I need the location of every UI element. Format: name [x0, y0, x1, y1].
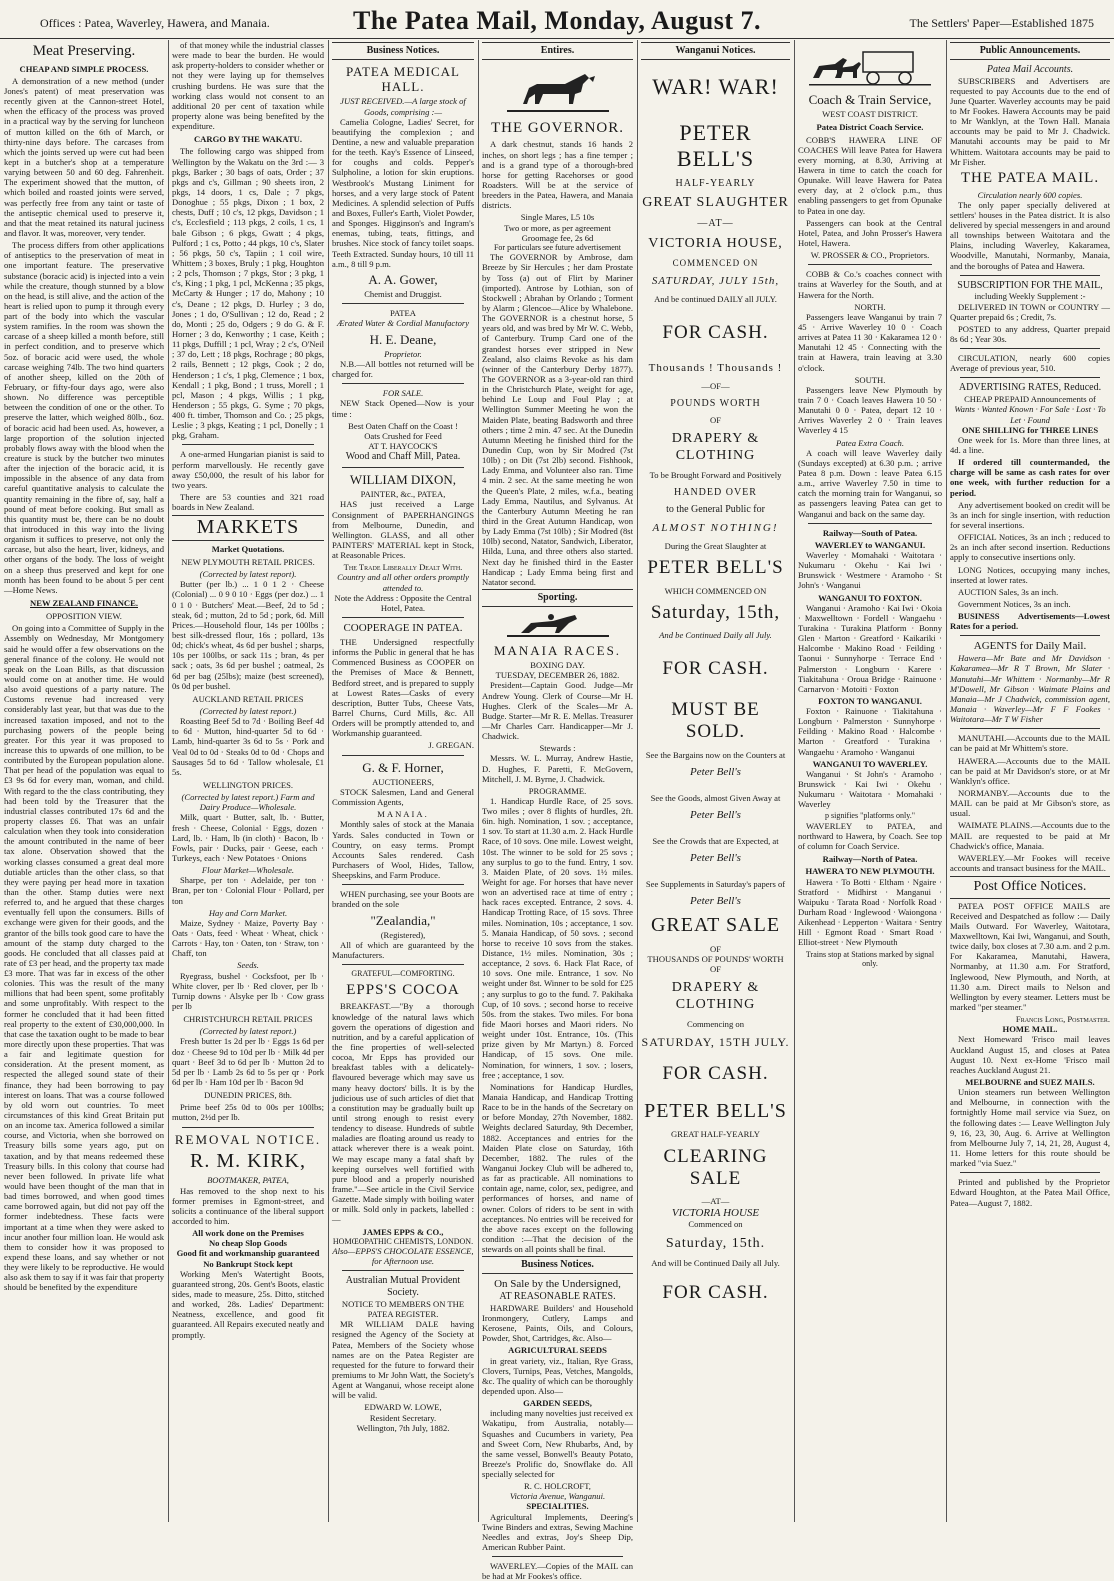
- ad-name: G. & F. Horner,: [362, 759, 444, 775]
- racehorse-icon: [503, 611, 613, 639]
- ad-title: ADVERTISING RATES, Reduced.: [958, 382, 1102, 394]
- ad-line: ALMOST NOTHING!: [652, 522, 779, 535]
- ad-text: DELIVERED IN TOWN or COUNTRY —Quarter prepaid 6s ; Credit, 7s.: [950, 301, 1110, 322]
- ad-line: TUESDAY, DECEMBER 26, 1882.: [495, 670, 620, 681]
- timetable-text: WAVERLEY to PATEA, and northward to Hawera, by Coach. See top of column for Coach Service.: [798, 820, 942, 852]
- ad-text: in great variety, viz., Italian, Rye Grass, Clovers, Turnips, Peas, Vetches, Mangolds, &c. The quality of which can be thoroughly depended upon. Also—: [482, 1355, 633, 1396]
- ad-line: Wood and Chaff Mill, Patea.: [345, 451, 461, 463]
- price-text: Fresh butter 1s 2d per lb · Eggs 1s 6d per doz · Cheese 9d to 10d per lb · Milk 4d per quart · Beef 3d to 6d per lb · Mutton 2d to 5d per lb · Lamb 2s 6d to 5s per qr · Pork 6d per lb · Ham 10d per lb · Bacon 9d: [172, 1036, 324, 1087]
- ad-subtitle: Circulation nearly 600 copies.: [977, 189, 1083, 200]
- ad-line: OF: [710, 415, 721, 426]
- price-subheading: (Corrected by latest report.): [199, 1026, 297, 1037]
- ad-text: Government Notices, 3s an inch.: [958, 598, 1071, 609]
- ad-text: NORMANBY.—Accounts due to the MAIL can be paid at Mr Gibson's store, as usual.: [950, 788, 1110, 819]
- ad-text: AUCTION Sales, 3s an inch.: [958, 586, 1059, 597]
- timetable-text: Waverley · Momahaki · Waitotara · Nukumaru · Okehu · Kai Iwi · Brunswick · Westmere · Aramoho · St John's · Wanganui: [798, 549, 942, 591]
- ad-text: HARDWARE Builders' and Household Ironmongery, Cutlery, Lamps and Kerosene, Paints, Oils, and Colours, Powder, Shot, Cartridges, &c. Also—: [482, 1302, 633, 1344]
- ad-line: PROGRAMME.: [528, 785, 587, 796]
- article-paragraph: On going into a Committee of Supply in the Assembly on Wednesday, Mr Montgomery said he would offer a few observations on the general finance of the colony. He would not speak on the Loan Bills, as that discussion would come on at another time. He would also avoid questions of a party nature. The Customs revenue had increased very considerably last year, but that was due to the increased taxation imposed, and not to the purchasing powers of the people being greater. For this year it was proposed to increase this to upwards of one million, to be contributed by the European population alone. That per head of the population was equal to £3 9s 6d for every man, woman, and child. With regard to the the class contributing, they had been told by the Treasurer that the industrial classes contributed 17s 6d and the property classes £6. That was an unfair calculation when they took into consideration the amount contributed in the name of beer tax alone. Observation showed that the working classes consumed a great deal more dutiable articles than the other class, so that they were paying per head more in taxation than the other. Stamp duties were next referred to, and he argued that these charges eventually fell upon the consumers. Bills of exchange were given for their goods, and the grantor of the bills took good care to have the amount of the stamp duty charged to the goods. He concluded that all classes paid at rate of £3 per head, and the property tax made £3 more. That was far in excess of the other colonies. This was the result of the many millions that had been spent, some profitably and some unprofitably. With respect to the former he concluded that it had been fitted real property to the extent of £30,000,000. In that case the taxation ought to be made to bear more directly upon these properties. That was a fair and legitimate question for consideration. At the present moment, as respected the alleged sound state of their finance, they had been borrowing to pay interest on loans. That was a course followed by old worn out countries. To meet circumstances of this kind Great Britain put on an income tax. America followed a similar course, and Victoria, when she borrowed on Treasury bills some years ago, put on taxation, and by that means redeemed these Treasury bills. In this colony that course had never been followed. In private life what would have been thought of the man that in bad times borrowed, and when good times came borrowed again, but did not pay off the former indebtedness. These facts were important at a time when they were asked to incur another four million loan. He would ask them to consider how it was proposed to expend these loans, and say whether or not they were likely to be reproductive. He would also ask them to say if it was fair that property should be benefited by the expenditure: [4, 623, 164, 1293]
- ad-text: Working Men's Watertight Boots, guaranteed strong, 20s. Gent's Boots, elastic sides, made to measure, 25s. Ditto, stitched and worked, 28s. Ladies' Department: Neatness, excellence, and good fit guaranteed. All Repairs executed neatly and promptly.: [172, 1268, 324, 1340]
- timetable-heading: WAVERLEY to WANGANUI.: [814, 539, 926, 550]
- ad-line: —AT—: [697, 217, 734, 229]
- ad-line: Thousands ! Thousands !: [648, 362, 783, 375]
- ad-line: Resident Secretary.: [369, 1412, 437, 1423]
- ad-line: OF: [710, 943, 721, 954]
- price-heading: CHRISTCHURCH RETAIL PRICES: [183, 1014, 313, 1025]
- article-subtitle: CHEAP AND SIMPLE PROCESS.: [19, 63, 149, 74]
- ad-text: BUSINESS Advertisements—Lowest Rates for a period.: [950, 611, 1110, 632]
- price-subheading: Hay and Corn Market.: [208, 907, 288, 918]
- ad-line: Two or more, as per agreement: [504, 222, 611, 233]
- section-header: Sporting.: [482, 589, 633, 607]
- ad-text: HAS just received a Large Consignment of PAPERHANGINGS from Melbourne, Dunedin, and Wellington. GLASS, and all other PAINTERS' MATERIAL kept in Stock, at Reasonable Prices.: [332, 499, 474, 561]
- ad-line: Oats Crushed for Feed: [364, 430, 442, 441]
- ad-text: Hawera—Mr Bate and Mr Davidson · Kakaramea—Mr R T Brown, Mr Slater · Manutahi—Mr Whittem · Normanby—Mr R M'Dowell, Mr Gibson · Waimate Plains and Manaia—Mr J Chadwick, commission agent, Manaia · Waverley—Mr F F Fookes · Waitotara—Mr T W Fisher: [950, 653, 1110, 725]
- ad-name: A. A. Gower,: [368, 271, 438, 287]
- price-heading: WELLINGTON PRICES.: [202, 780, 294, 791]
- ad-signature: EDWARD W. LOWE,: [364, 1402, 442, 1413]
- ad-text: The only paper specially delivered at settlers' houses in the Patea district. It is also delivered by special messengers in and around all townships between Waitotara and the Plains, including Waverley, Kakaramea, Woodville, Manutahi, Normanby, Manaia, and the boroughs of Patea and Hawera.: [950, 199, 1110, 271]
- ad-line: Peter Bell's: [690, 895, 741, 908]
- ad-line: Stewards :: [539, 743, 576, 754]
- price-subheading: Flour Market—Wholesale.: [201, 865, 295, 876]
- timetable-text: Foxton · Rainuone · Tiakitahuna · Longburn · Palmerston · Sunnyhorpe · Feilding · Makino Road · Halcombe · Marton · Greatford · Turakina · Wangaehu · Aramoho · Wanganui: [798, 706, 942, 757]
- ad-name: PETER BELL'S: [644, 1099, 787, 1122]
- ad-line: See Supplements in Saturday's papers of: [645, 878, 786, 889]
- ad-text: including many novelties just received ex Wakatipu, from Australia, notably— Squashes and Cucumbers in variety, Pea and Sweet Corn, New Rhubarbs, And, by the same vessel, Bonwell's Beauty Potato, Breeze's Prolific do, Snowflake do. All specially selected for: [482, 1408, 633, 1480]
- horse-icon: [503, 64, 613, 116]
- ad-line: Wants · Wanted Known · For Sale · Lost · To Let · Found: [954, 404, 1106, 425]
- ad-line: HOMŒOPATHIC CHEMISTS, LONDON.: [332, 1236, 474, 1246]
- ad-line: Victoria Avenue, Wanganui.: [509, 1491, 606, 1502]
- ad-line: For particulars see future advertisement: [493, 242, 622, 252]
- ad-name: THE GOVERNOR.: [491, 119, 624, 136]
- ad-text: Camelia Cologne, Ladies' Secret, for beautifying the complexion ; and Dentine, a new and valuable preparation for the teeth. Kay's Essence of Linseed, for coughs and colds. Pepper's Sulpholine, a lotion for skin eruptions. Westbrook's Mustang Liniment for horses, and a very large stock of Patent Medicines. A splendid selection of Puffs and Boxes, Fuller's Earth, Violet Powder, and Sponges. Higginson's and Ingram's enemas, tubing, teats, fittings, and brushes. Nice stock of fancy toilet soaps. Teeth Extracted. Sunday hours, 10 till 11 a.m., 8 till 9 p.m.: [332, 116, 474, 269]
- ad-subtitle: AUCTIONEERS,: [372, 776, 434, 787]
- ad-line: SATURDAY, JULY 15th,: [651, 274, 780, 287]
- ad-text: WAIMATE PLAINS.—Accounts due to the MAIL are requested to be paid at Mr Chadwick's office, Manaia.: [950, 820, 1110, 851]
- ad-line: No cheap Slop Goods: [208, 1238, 288, 1249]
- ad-text: COBB & Co.'s coaches connect with trains at Waverley for the South, and at Hawera for the North.: [798, 269, 942, 300]
- article-paragraph: The following cargo was shipped from Wellington by the Wakatu on the 3rd :— 3 pkgs, Barker ; 30 bags of oats, Order ; 37 pkgs and c's, Gillman ; 90 sheets iron, 2 pkgs, 14 doors, 1 cs, Dale ; 7 pkgs, Donoghue ; 55 pkgs, Dixon ; 1 box, 2 chests, Duff ; 10 c's, 12 pkgs, Davidson ; 1 c's, Ecclesfield ; 113 pkgs, 2 coils, 1 cs, 1 bale Gibson ; 6 pkgs, Gwatt ; 4 pkgs, Pulford ; 1 cs, Potto ; 44 pkgs, 10 c's, Slater ; 56 pkgs, 50 c's, Tapiin ; 1 coil wire, Whittem ; 3 boxes, Bruly ; 1 pkg, Houghton ; 2 pcls, Thomson ; 7 pkgs, Stor ; 3 pkg, 1 c's, King ; 1 pkg, 1 pcl, McKenna ; 35 pkgs, McCarty & Hunger ; 17 do, Mahony ; 10 c's, Deane ; 12 pkgs, D. Hurley ; 3 do, Jones ; 1 do, O'Sullivan ; 12 do, Read ; 2 do, Monti ; 25 do, Odgers ; 9 do G. & F. Horner ; 3 do, Kenworthy ; 1 case, Keith ; 11 pkgs, Duffill ; 1 pcl, Wray ; 2 c's, O'Neil ; 37 do, Lett ; 18 pkgs, Rochrage ; 80 pkgs, 2 rails, Bennett ; 12 pkgs, Cook ; 2 do, Henderson ; 1 c's, 1 pkg, Clemence ; 1 box, Kendall ; 1 pkg, Bond ; 1 truss, Morell ; 1 pcl, Mason ; 4 pkgs, Willis ; 1 pkg, Henderson ; 55 pkgs, G. Syme ; 70 pkgs, 400 ft. timber, Thomson and Co. ; 25 pkgs, Leslie ; 3 pkgs, Keating ; 1 pcl, Donelly ; 1 pkg, Graham.: [172, 146, 324, 441]
- ad-name: PETER BELL'S: [647, 557, 784, 579]
- price-heading: NEW PLYMOUTH RETAIL PRICES.: [181, 557, 315, 568]
- ad-line: JAMES EPPS & CO.,: [362, 1226, 444, 1237]
- ad-text: WAVERLEY.—Mr Fookes will receive accounts and transact business for the MAIL.: [950, 852, 1110, 873]
- ad-line: Peter Bell's: [690, 852, 741, 864]
- ad-line: Best Oaten Chaff on the Coast !: [348, 420, 458, 431]
- tagline: The Settlers' Paper—Established 1875: [909, 16, 1094, 30]
- timetable-heading: HAWERA TO NEW PLYMOUTH.: [805, 866, 935, 877]
- ad-line: See the Crowds that are Expected, at: [652, 835, 779, 846]
- ad-name: EPPS'S COCOA: [346, 981, 460, 998]
- ad-line: Commenced on: [688, 1219, 743, 1230]
- masthead: [0, 0, 1114, 39]
- ad-line: VICTORIA HOUSE,: [648, 235, 783, 251]
- timetable-text: Hawera · To Botti · Eltham · Ngaire · Stratford · Midhirst · Manganui · Waipuku · Tarata Road · Norfolk Road · Durham Road · Inglewood · Waiongona · Aikenhead · Lepperton · Waitara · Sentry Hill · Egmont Road · Smart Road · Elliot-street · New Plymouth: [798, 876, 942, 948]
- ad-line: BOXING DAY.: [530, 660, 585, 671]
- ad-line: COMMENCED ON: [672, 258, 759, 269]
- ad-text: A coach will leave Waverley daily (Sundays excepted) at 6.30 p.m. ; arrive Patea 8 p.m. Down : leave Patea 6.15 a.m., arrive Waverley 7.50 in time to catch the morning train for Wanganui, so as passengers leaving Patea can get to Wanganui and back on the same day.: [798, 447, 942, 519]
- article-paragraph: A demonstration of a new method (under Jones's patent) of meat preservation was recently given at the Cannon-street Hotel, when the efficacy of the process was proved in a practical way by the serving for luncheon of mutton killed on the 6th of March, or thirty-nine days before. The carcases from which the joints served up were cut had been kept in a butcher's shop at a temperature varying between 50 and 60 deg. Fahrenheit. The experiment showed that the mutton, of which boiled and roasted joints were served, was perfectly free from any taint or taste of the antiseptic chemical used to preserve it, and that the meat retained its natural juciness and flavor. It was, moreover, very tender.: [4, 75, 164, 238]
- price-text: Ryegrass, bushel · Cocksfoot, per lb · White clover, per lb · Red clover, per lb · Turnip downs · Alsyke per lb · Cow grass per lb: [172, 970, 324, 1011]
- ad-line: SPECIALITIES.: [526, 1501, 589, 1512]
- ad-line: PATEA: [390, 308, 416, 319]
- timetable-heading: NORTH.: [854, 301, 886, 312]
- ad-name: R. M. KIRK,: [189, 1149, 306, 1172]
- ad-line: Wellington, 7th July, 1882.: [356, 1422, 450, 1433]
- article-title: CARGO BY THE WAKATU.: [193, 134, 303, 145]
- section-header: Public Announcements.: [950, 42, 1110, 60]
- ad-title: FOR SALE.: [382, 388, 424, 399]
- timetable-title: Railway—South of Patea.: [822, 527, 918, 538]
- ad-line: MANAIA.: [377, 809, 429, 820]
- ad-text: All of which are guaranteed by the Manufacturers.: [332, 940, 474, 961]
- ad-text: President—Captain Good. Judge—Mr Andrew Young. Clerk of Course—Mr H. Hughes. Clerk of the Scales—Mr A. Budge. Starter—Mr R. E. Mellas. Treasurer—Mr Charles Carr. Handicapper—Mr J. Chadwick.: [482, 680, 633, 742]
- ad-banner: FOR CASH.: [662, 658, 769, 680]
- ad-signature: J. GREGAN.: [428, 740, 474, 751]
- timetable-heading: WANGANUI TO WAVERLEY.: [812, 758, 928, 769]
- ad-text: THE Undersigned respectfully informs the Public in general that he has Commenced Business as COOPER on the Premises of Mace & Bennett, Bedford street, and is prepared to supply at Lowest Rates—Casks of every description, Butter Tubs, Cheese Vats, Barrel Churns, Curd Mills, &c. All Orders will be promptly attended to, and Workmanship guaranteed.: [332, 636, 474, 739]
- ad-text: POSTED to any address, Quarter prepaid 8s 6d ; Year 30s.: [950, 323, 1110, 345]
- ad-line: ONE SHILLING for THREE LINES: [961, 424, 1099, 435]
- section-subtitle: Market Quotations.: [211, 543, 285, 554]
- ad-banner: FOR CASH.: [662, 1282, 769, 1304]
- ad-subtitle: NOTICE TO MEMBERS ON THE PATEA REGISTER.: [341, 1298, 465, 1320]
- ad-line: to the General Public for: [666, 504, 765, 516]
- ad-line: including Weekly Supplement :-: [974, 291, 1086, 302]
- ad-line: —OF—: [701, 381, 730, 392]
- ad-line: Country and all other orders promptly attended to.: [337, 572, 469, 593]
- ad-name: WILLIAM DIXON,: [349, 471, 457, 487]
- column-2: [168, 40, 328, 1522]
- ad-line: On Sale by the Undersigned,: [494, 1278, 621, 1291]
- ad-line: See the Goods, almost Given Away at: [650, 792, 781, 803]
- ad-text: COBB'S HAWERA LINE OF COACHES Will leave Patea for Hawera every morning, at 8.30, Arriving at Hawera in time to catch the coach for Opunake. Will leave Hawera for Patea every day, at 2 o'clock p.m., thus enabling passengers to get from Opunake to Patea in one day.: [798, 134, 942, 216]
- ad-text: Passengers can book at the Central Hotel, Patea, and John Prosser's Hawera Hotel, Hawera.: [798, 217, 942, 249]
- ad-line: OF: [710, 963, 721, 974]
- ad-banner: FOR CASH.: [662, 322, 769, 343]
- ad-line: And be Continued Daily all July.: [659, 630, 772, 641]
- section-header: Entires.: [482, 42, 633, 60]
- ad-text: WAVERLEY.—Copies of the MAIL can be had at Mr Fookes's office.: [482, 1561, 633, 1581]
- timetable-heading: WANGANUI TO FOXTON.: [818, 592, 922, 603]
- ad-name: PETER BELL'S: [676, 119, 755, 171]
- article-subtitle: OPPOSITION VIEW.: [46, 611, 122, 622]
- ad-subtitle: PAINTER, &c., PATEA,: [360, 489, 446, 500]
- ad-line: Groomage fee, 2s 6d: [521, 232, 594, 243]
- ad-title: PATEA MEDICAL HALL.: [345, 63, 460, 95]
- ad-text: SUBSCRIBERS and Advertisers are requested to pay Accounts due to the end of June Quarter. Waverley accounts may be paid to Mr Fookes. Hawera Accounts may be paid to Mr Wanklyn, at the Town Hall. Manaia accounts may be paid to Mr J. Chadwick. Manutahi accounts may be paid to Mr Whittem. Waitotara accounts may be paid to Mr Fisher.: [950, 75, 1110, 167]
- ad-text: OFFICIAL Notices, 3s an inch ; reduced to 2s an inch after second insertion. Reductions apply to consecutive insertions only.: [950, 532, 1110, 563]
- price-subheading: Seeds.: [237, 960, 259, 971]
- ad-signature: R. C. HOLCROFT,: [524, 1481, 591, 1492]
- ad-title: MANAIA RACES.: [493, 642, 622, 658]
- section-header: Business Notices.: [332, 42, 474, 60]
- ad-line: Single Mares, L5 10s: [520, 212, 595, 223]
- timetable-text: Passengers leave Wanganui by train 7 45 · Arrive Waverley 10 0 · Coach arrives at Patea 11 30 · Kakaramea 12 0 · Manutahi 12 45 · Connecting with the train at Hawera, train leaving at 3.30 o'clock.: [798, 311, 942, 373]
- ad-text: CIRCULATION, nearly 600 copies Average of previous year, 510.: [950, 353, 1110, 374]
- column-7: [946, 40, 1114, 1522]
- ad-name: "Zealandia,": [370, 912, 436, 928]
- ad-line: All work done on the Premises: [192, 1228, 304, 1239]
- ad-text: PATEA POST OFFICE MAILS are Received and Despatched as follow :— Daily Mails Outward. For Waverley, Waitotara, Maxwelltown, Kai Iwi, Wanganui, and South, twice daily, box closes at 7.30 a.m. and 2 p.m. For Kakaramea, Manutahi, Hawera, Normanby, at 11.30 a.m. For Stratford, Inglewood, New Plymouth, and North, at 11.30 a.m. Direct mails to Nelson and Wellington by every steamer. Letters must be marked "per steamer.": [950, 900, 1110, 1013]
- ad-line: CLEARING SALE: [663, 1145, 768, 1189]
- column-5: [637, 40, 794, 1522]
- ad-title: AGENTS for Daily Mail.: [973, 640, 1087, 653]
- ad-line: To be Brought Forward and Positively: [649, 470, 782, 481]
- ad-line: Ærated Water & Cordial Manufactory: [336, 318, 470, 329]
- coach-icon: [805, 44, 935, 88]
- price-text: Prime beef 25s 0d to 00s per 100lbs; mutton, 2½d per lb.: [172, 1102, 324, 1123]
- ad-line: GRATEFUL—COMFORTING.: [351, 969, 455, 979]
- ad-text: MR WILLIAM DALE having resigned the Agency of the Society at Patea, Members of the Society whose names are on the Patea Register are requested for the future to forward their premiums to Mr John Watt, the Society's Agent at Wanganui, whose receipt alone will be valid.: [332, 1319, 474, 1401]
- ad-line: HALF-YEARLY: [675, 177, 756, 189]
- ad-line: The Trade Liberally Dealt With.: [343, 562, 463, 573]
- ad-text: MANUTAHI.—Accounts due to the MAIL can be paid at Mr Whittem's store.: [950, 733, 1110, 754]
- ad-text: Monthly sales of stock at the Manaia Yards. Sales conducted in Town or Country, on easy terms. Prompt Accounts Sales rendered. Cash Purchasers of Wool, Hides, Tallow, Sheepskins, and Farm Produce.: [332, 819, 474, 881]
- timetable-text: Wanganui · Aramoho · Kai Iwi · Okoia · Maxwelltown · Fordell · Wangaehu · Turakina · Turakina Platform · Bonny Glen · Marton · Greatford · Kaikariki · Halcombe · Makino Road · Feilding · Taonui · Sunnyhorpe · Terrace End · Palmerston · Longburn · Karere · Tiakitahuna · Oroua Bridge · Rainuone · Carnarvon · Motoiti · Foxton: [798, 602, 942, 694]
- price-text: Sharpe, per ton · Adelaide, per ton · Bran, per ton · Colonial Flour · Pollard, per ton: [172, 875, 324, 906]
- ad-line: During the Great Slaughter at: [664, 541, 767, 552]
- timetable-text: Wanganui · St John's · Aramoho · Brunswick · Kai Iwi · Okehu · Nukumaru · Waitotara · Momahaki · Waverley: [798, 768, 942, 810]
- ad-text: Agricultural Implements, Deering's Twine Binders and extras, Sewing Machine Needles and extras, Joy's Sheep Dip, American Rubber Paint.: [482, 1511, 633, 1553]
- ad-line: AT T. HAYCOCK'S: [368, 441, 438, 452]
- ad-line: Note the Address : Opposite the Central Hotel, Patea.: [334, 592, 472, 613]
- ad-line: WHICH COMMENCED ON: [664, 585, 767, 596]
- ad-title: Coach & Train Service,: [808, 92, 932, 107]
- article-paragraph: A one-armed Hungarian pianist is said to perform marvellously. He recently gave away £50,000, the result of his labor for two years.: [172, 449, 324, 490]
- ad-line: And will be Continued Daily all July.: [651, 1258, 780, 1269]
- ad-line: POUNDS WORTH: [670, 397, 761, 409]
- price-heading: AUCKLAND RETAIL PRICES: [192, 693, 304, 704]
- timetable-heading: SOUTH.: [854, 374, 886, 385]
- ad-signature: Francis Long, Postmaster.: [1015, 1014, 1110, 1025]
- ad-subtitle: (Registered),: [380, 929, 426, 940]
- column-4: [478, 40, 637, 1581]
- ad-line: And be continued DAILY all JULY.: [654, 293, 777, 304]
- ad-line: Peter Bell's: [690, 765, 741, 778]
- ad-title: COOPERAGE IN PATEA.: [343, 622, 463, 634]
- section-header: Wanganui Notices.: [641, 42, 790, 60]
- ad-line: GREAT SLAUGHTER: [642, 195, 789, 211]
- price-text: Butter (per lb.) ... 1 0 1 2 · Cheese (Colonial) ... 0 9 0 10 · Eggs (per doz.) ... 1 0 1 0 · Butchers' Meat.—Beef, 2d to 5d ; steak, 6d ; mutton, 2d to 5d ; pork, 6d. Mill Prices.—Household flour, 14s per 100lbs ; best silk-dressed flour, 16s ; pollard, 13s 0d; chick's wheat, 4s 6d per bushel ; sharps, 10s per 100lbs, or sack 11s ; bran, 4s per sack ; oats, 3s 6d per bushel ; oatmeal, 2s 6d per bag (25lbs); maize (best screened), 0s 0d per bushel.: [172, 579, 324, 691]
- ad-text: A dark chestnut, stands 16 hands 2 inches, on short legs ; has a fine temper ; and is a grand type of a thorough-bred horse for getting Racehorses or good Roadsters. Will be at the service of breeders in the Patea, Hawera, and Manaia districts.: [482, 139, 633, 211]
- ad-text: Messrs. W. L. Murray, Andrew Hastie, D. Hughes, F. Paretti, F. McGovern, Mitchell, J. M. Byrne, J. Chadwick.: [482, 753, 633, 784]
- ad-line: HANDED OVER: [674, 486, 757, 498]
- ad-text: STOCK Salesmen, Land and General Commission Agents,: [332, 786, 474, 808]
- ad-text: Union steamers run between Wellington and Melbourne, in connection with the fortnightly Home mail service via Suez, on the following dates :— Leave Wellington July 9, 16, 23, 30, Aug. 6. Arrive at Wellington from Melbourne July 7, 14, 21, 28, August 4, 11. Home letters for this route should be marked "via Suez.": [950, 1087, 1110, 1169]
- ad-name: THE PATEA MAIL.: [960, 169, 1100, 186]
- ad-text: Next Homeward 'Frisco mail leaves Auckland August 15, and closes at Patea August 10. Next ex-Home 'Frisco mail reaches Auckland August 21.: [950, 1034, 1110, 1075]
- ad-subtitle: WEST COAST DISTRICT.: [822, 109, 918, 120]
- ad-line: Peter Bell's: [690, 808, 741, 821]
- ad-text: Has removed to the shop next to his former premises in Egmont-street, and solicits a continuance of the liberal support accorded to him.: [172, 1185, 324, 1226]
- ad-text: LONG Notices, occupying many inches, inserted at lower rates.: [950, 564, 1110, 585]
- column-3: [328, 40, 478, 1522]
- article-paragraph: The process differs from other applications of antiseptics to the preservation of meat in one important feature. The preservative substance (boracic acid) is injected into a vein while the creature, though stunned by a blow on the head, is still alive, and the action of the heart is relied upon to pump it through every part of the body into which the vascular system ramifies. In the room was shown the carcase of a sheep killed a month before, still in perfect condition, and to preserve which 5oz. of boracic acid were used, the whole carcase weighing 74lb. The two hind quarters of another sheep, killed on the 20th of February, or fifty-four days ago, were also shown. No difference was perceptible between the condition of one or the other. To preserve the latter, which weighed 80lb., 6oz. of boracic acid had been used. As, however, a large proportion of the solution injected probably flows away with the blood when the creature is stuck by the butcher two minutes after the injection of the boracic acid, it is impossible in the absence of any data from careful quantitative analysis to calculate the quantity remaining in the fibre of, say, half a pound of meat before cooking. But small as this quantity must be, there can be no doubt that introduced in this way into the living organism it suffices to preserve, not only the carcase, but also the heart, liver, kidneys, and other organs of the body. The loss of weight on a sheep thus preserved and kept for one month has been found to be about 5 per cent—Home News.: [4, 240, 164, 595]
- ad-title: Australian Mutual Provident Society.: [345, 1275, 461, 1299]
- offices-line: Offices : Patea, Waverley, Hawera, and Manaia.: [40, 16, 270, 30]
- price-subheading: (Corrected by latest report.) Farm and Dairy Produce—Wholesale.: [181, 792, 315, 813]
- ad-text: WHEN purchasing, see your Boots are branded on the sole: [332, 889, 474, 910]
- price-heading: DUNEDIN PRICES, 8th.: [204, 1090, 292, 1101]
- ad-title: REMOVAL NOTICE.: [174, 1131, 322, 1147]
- article-paragraph: of that money while the industrial classes were made to bear the burden. He would ask property-holders to consider whether or not they were laying up for themselves crushing burdens. He was sure that the working class would not consent to an additional 20 per cent of taxation while property alone was being benefited by the expenditure.: [172, 40, 324, 132]
- ad-line: No Bankrupt Stock kept: [203, 1258, 293, 1269]
- column-6: [794, 40, 946, 1522]
- ad-text: Any advertisement booked on credit will be 3s an inch for single insertion, with reduction for several insertions.: [950, 499, 1110, 530]
- ad-line: VICTORIA HOUSE: [671, 1206, 760, 1219]
- column-1: [0, 40, 168, 1522]
- ad-line: Commencing on: [686, 1019, 745, 1030]
- timetable-heading: Patea Extra Coach.: [835, 437, 905, 448]
- ad-signature: W. PROSSER & CO., Proprietors.: [810, 250, 930, 261]
- ad-line: DRAPERY & CLOTHING: [671, 431, 760, 463]
- article-paragraph: There are 53 counties and 321 road boards in New Zealand.: [172, 492, 324, 513]
- ad-text: Nominations for Handicap Hurdles, Manaia Handicap, and Handicap Trotting Race to be in the hands of the Secretary on or before Monday, 27th November, 1882. Weights declared Saturday, 9th December, 1882. Acceptances and entries for the Maiden Plate close on Saturday, 16th December, 1882. The rules of the Wanganui Jockey Club will be adhered to, as far as practicable. All nominations to contain age, name, color, sex, pedigree, and performances of horses, and name of owner. Colors of riders to be sent in with acceptances. No entries will be received for the above races except on the following condition :—That the decision of the stewards on all points shall be final.: [482, 1081, 633, 1255]
- ad-line: CHEAP PREPAID Announcements of: [964, 394, 1096, 405]
- ad-subtitle: BOOTMAKER, PATEA,: [207, 1175, 289, 1186]
- article-title: NEW ZEALAND FINANCE.: [30, 598, 138, 608]
- ad-banner: FOR CASH.: [662, 1063, 769, 1085]
- timetable-title: Railway—North of Patea.: [822, 854, 918, 865]
- ad-banner: MUST BE SOLD.: [671, 698, 760, 743]
- timetable-text: Passengers leave New Plymouth by train 7 0 · Coach leaves Hawera 10 50 · Manutahi 0 0 · Patea, depart 12 10 · Arrives Waverley 2 0 · Train leaves Waverley 4 15: [798, 384, 942, 436]
- ad-title: SUBSCRIPTION FOR THE MAIL,: [957, 279, 1103, 291]
- ad-text: NEW Stack Opened—Now is your time :: [332, 398, 474, 419]
- imprint: Printed and published by the Proprietor Edward Houghton, at the Patea Mail Office, Patea—August 7, 1882.: [950, 1177, 1110, 1208]
- section-title: MARKETS: [172, 515, 324, 541]
- timetable-heading: FOXTON TO WANGANUI.: [818, 695, 922, 706]
- price-text: Roasting Beef 5d to 7d · Boiling Beef 4d to 6d · Mutton, hind-quarter 5d to 6d · Lamb, hind-quarter 3s 6d to 5s · Pork and Veal 0d to 0d · Steaks 0d to 0d · Chops and Sausages 5d to 6d · Tallow wholesale, £1 5s.: [172, 716, 324, 777]
- newspaper-title: The Patea Mail, Monday, August 7.: [353, 6, 761, 35]
- ad-text: N.B.—All bottles not returned will be charged for.: [332, 359, 474, 380]
- ad-banner: GREAT SALE: [650, 914, 781, 937]
- ad-line: AT REASONABLE RATES.: [499, 1291, 616, 1303]
- ad-line: —AT—: [701, 1196, 730, 1207]
- ad-text: If ordered till countermanded, the charge will be same as cash rates for over one week, with further reduction for a period.: [950, 457, 1110, 498]
- timetable-note: Trains stop at Stations marked by signal only.: [805, 949, 935, 969]
- ad-text: 1. Handicap Hurdle Race, of 25 sovs. Two miles ; over 8 flights of hurdles, 2ft. 6in. high. Nomination, 1 sov. ; acceptance, 1 sov. To start at 11.30 a.m. 2. Hack Hurdle Race, of 10 sovs. One mile. Lowest weight, 10st. The winner to be sold for 25 sovs ; any surplus to go to the fund. Entry, 1 sov. 3. Maiden Plate, of 20 sovs. 1½ miles. Weight for age. For horses that have never won an advertised race at time of entry ; hack races excepted. Entrance, 2 sovs. 4. Handicap Trotting Race, of 15 sovs. Three miles. Nomination, 10s ; acceptance, 1 sov. 5. Manaia Handicap, of 50 sovs. ; second horse to receive 10 sovs from the stakes. Distance, 1½ miles. Nomination, 30s ; acceptance, 2 sovs. 6. Hack Flat Race, of 10 sovs. One mile. Entrance, 1 sov. No weight under 8st. Winner to be sold for £25 ; any surplus to go to the fund. 7. Pakihaka Cup, of 10 sovs. ; second horse to receive 50s. from the stakes. Two miles. For bona fide Maori horses and Maori riders. No weight under 10st. Entrance, 10s. (This prize given by Mr Martyn.) 8. Forced Handicap, of 15 sovs. One mile. Nomination, for winners, 1 sov. ; losers, free ; acceptance, 1 sov.: [482, 795, 633, 1080]
- price-text: Maize, Sydney · Maize, Poverty Bay · Oats · Oats, feed · Wheat · Wheat, chick · Carrots · Hay, ton · Oaten, ton · Straw, ton · Chaff, ton: [172, 917, 324, 959]
- article-title: Meat Preserving.: [32, 43, 136, 59]
- ad-title: Patea District Coach Service.: [816, 122, 924, 133]
- ad-title: Patea Mail Accounts.: [986, 63, 1074, 75]
- ad-line: THOUSANDS OF POUNDS' WORTH: [647, 953, 784, 964]
- ad-text: BREAKFAST.—"By a thorough knowledge of the natural laws which govern the operations of digestion and nutrition, and by a careful application of the fine properties of well-selected cocoa, Mr Epps has provided our breakfast tables with a delicately-flavoured beverage which may save us many heavy doctors' bills. It is by the judicious use of such articles of diet that a constitution may be gradually built up until strong enough to resist every tendency to disease. Hundreds of subtle maladies are floating around us ready to attack wherever there is a weak point. We may escape many a fatal shaft by keeping ourselves well fortified with pure blood and a properly nourished frame."—See article in the Civil Service Gazette. Made simply with boiling water or milk. Sold only in packets, labelled :—: [332, 1001, 474, 1225]
- ad-title: HOME MAIL.: [1002, 1024, 1058, 1035]
- ad-title: MELBOURNE and SUEZ MAILS.: [965, 1077, 1095, 1088]
- ad-subtitle: JUST RECEIVED.—A large stock of Goods, comprising :—: [340, 96, 466, 117]
- ad-line: SATURDAY, 15TH JULY.: [641, 1035, 790, 1050]
- ad-line: AGRICULTURAL SEEDS: [508, 1345, 607, 1356]
- ad-name: H. E. Deane,: [369, 331, 437, 347]
- price-subheading: (Corrected by latest report).: [199, 569, 297, 580]
- price-subheading: (Corrected by latest report.): [199, 706, 297, 717]
- ad-line: Also—EPPS'S CHOCOLATE ESSENCE, for Afternoon use.: [332, 1246, 474, 1267]
- ad-banner: WAR! WAR!: [652, 73, 779, 99]
- ad-line: Saturday, 15th,: [650, 601, 781, 623]
- ad-subtitle: Chemist and Druggist.: [364, 289, 442, 300]
- ad-title: Post Office Notices.: [950, 876, 1110, 899]
- ad-text: HAWERA.—Accounts due to the MAIL can be paid at Mr Davidson's store, or at Mr Wanklyn's office.: [950, 755, 1110, 786]
- ad-text: One week for 1s. More than three lines, at 4d. a line.: [950, 434, 1110, 455]
- ad-text: The GOVERNOR by Ambrose, dam Breeze by Sir Hercules ; her dam Prostate by Toss (a) out of Flirt by Mariner (imported). Antrose by Lothian, son of Stockwell ; Abrahan by Orlando ; Torment by Alarm ; Glencoe—Alice by Whalebone. The GOVERNOR is a chestnut horse, 5 years old, and was bred by Mr W. C. Webb, of Canterbury. Trump Card one of the grandest horses ever stripped in New Zealand, also claims Revoke as his dam (winner of the Canterbury Derby 1877). The GOVERNOR as a 3-year-old ran third in the Christchurch Plate, weight for age, behind Le Loup and Foul Play ; at Wellington Summer Meeting he won the Maiden Plate, beating Badsworth and three others ; time 2 min. 47 sec. At the Dunedin Autumn Meeting he finished third for the Dunedin Cup, won by Sir Modred (7st 10lb) ; on Dit (7st 2lb) second. Fishhook, Lady Emma, and Volunteer also ran. Time 4 min. 2 sec. At the same meeting he won the Queen's Plate, 2 miles, w.f.a., beating Lady Emma, Nautilus, and Sylvanus. At the Canterbury Autumn Meeting he ran third in the Great Autumn Handicap, won by Lady Emma (7st 10lb) ; Sir Modred (8st 10lb) second, Natator, Sandwich, Liberator, Hilda, Luna, and three others also started. Next day he finished third in the Easter Handicap ; Lady Emma being first and Natator second.: [482, 252, 633, 587]
- ad-subtitle: Proprietor.: [384, 348, 422, 359]
- price-text: Milk, quart · Butter, salt, lb. · Butter, fresh · Cheese, Colonial · Eggs, dozen · Lard, lb. · Ham, lb (in cloth) · Bacon, lb · Fowls, pair · Ducks, pair · Geese, each · Turkeys, each · New Potatoes · Onions: [172, 812, 324, 863]
- ad-line: GARDEN SEEDS,: [523, 1398, 592, 1409]
- timetable-note: p signifies "platforms only.": [824, 811, 915, 821]
- ad-line: See the Bargains now on the Counters at: [645, 749, 786, 760]
- ad-line: GREAT HALF-YEARLY: [671, 1129, 760, 1140]
- ad-line: Saturday, 15th.: [665, 1235, 766, 1251]
- ad-line: DRAPERY & CLOTHING: [671, 980, 760, 1012]
- ad-line: Good fit and workmanship guaranteed: [176, 1248, 320, 1259]
- section-header: Business Notices.: [482, 1256, 633, 1274]
